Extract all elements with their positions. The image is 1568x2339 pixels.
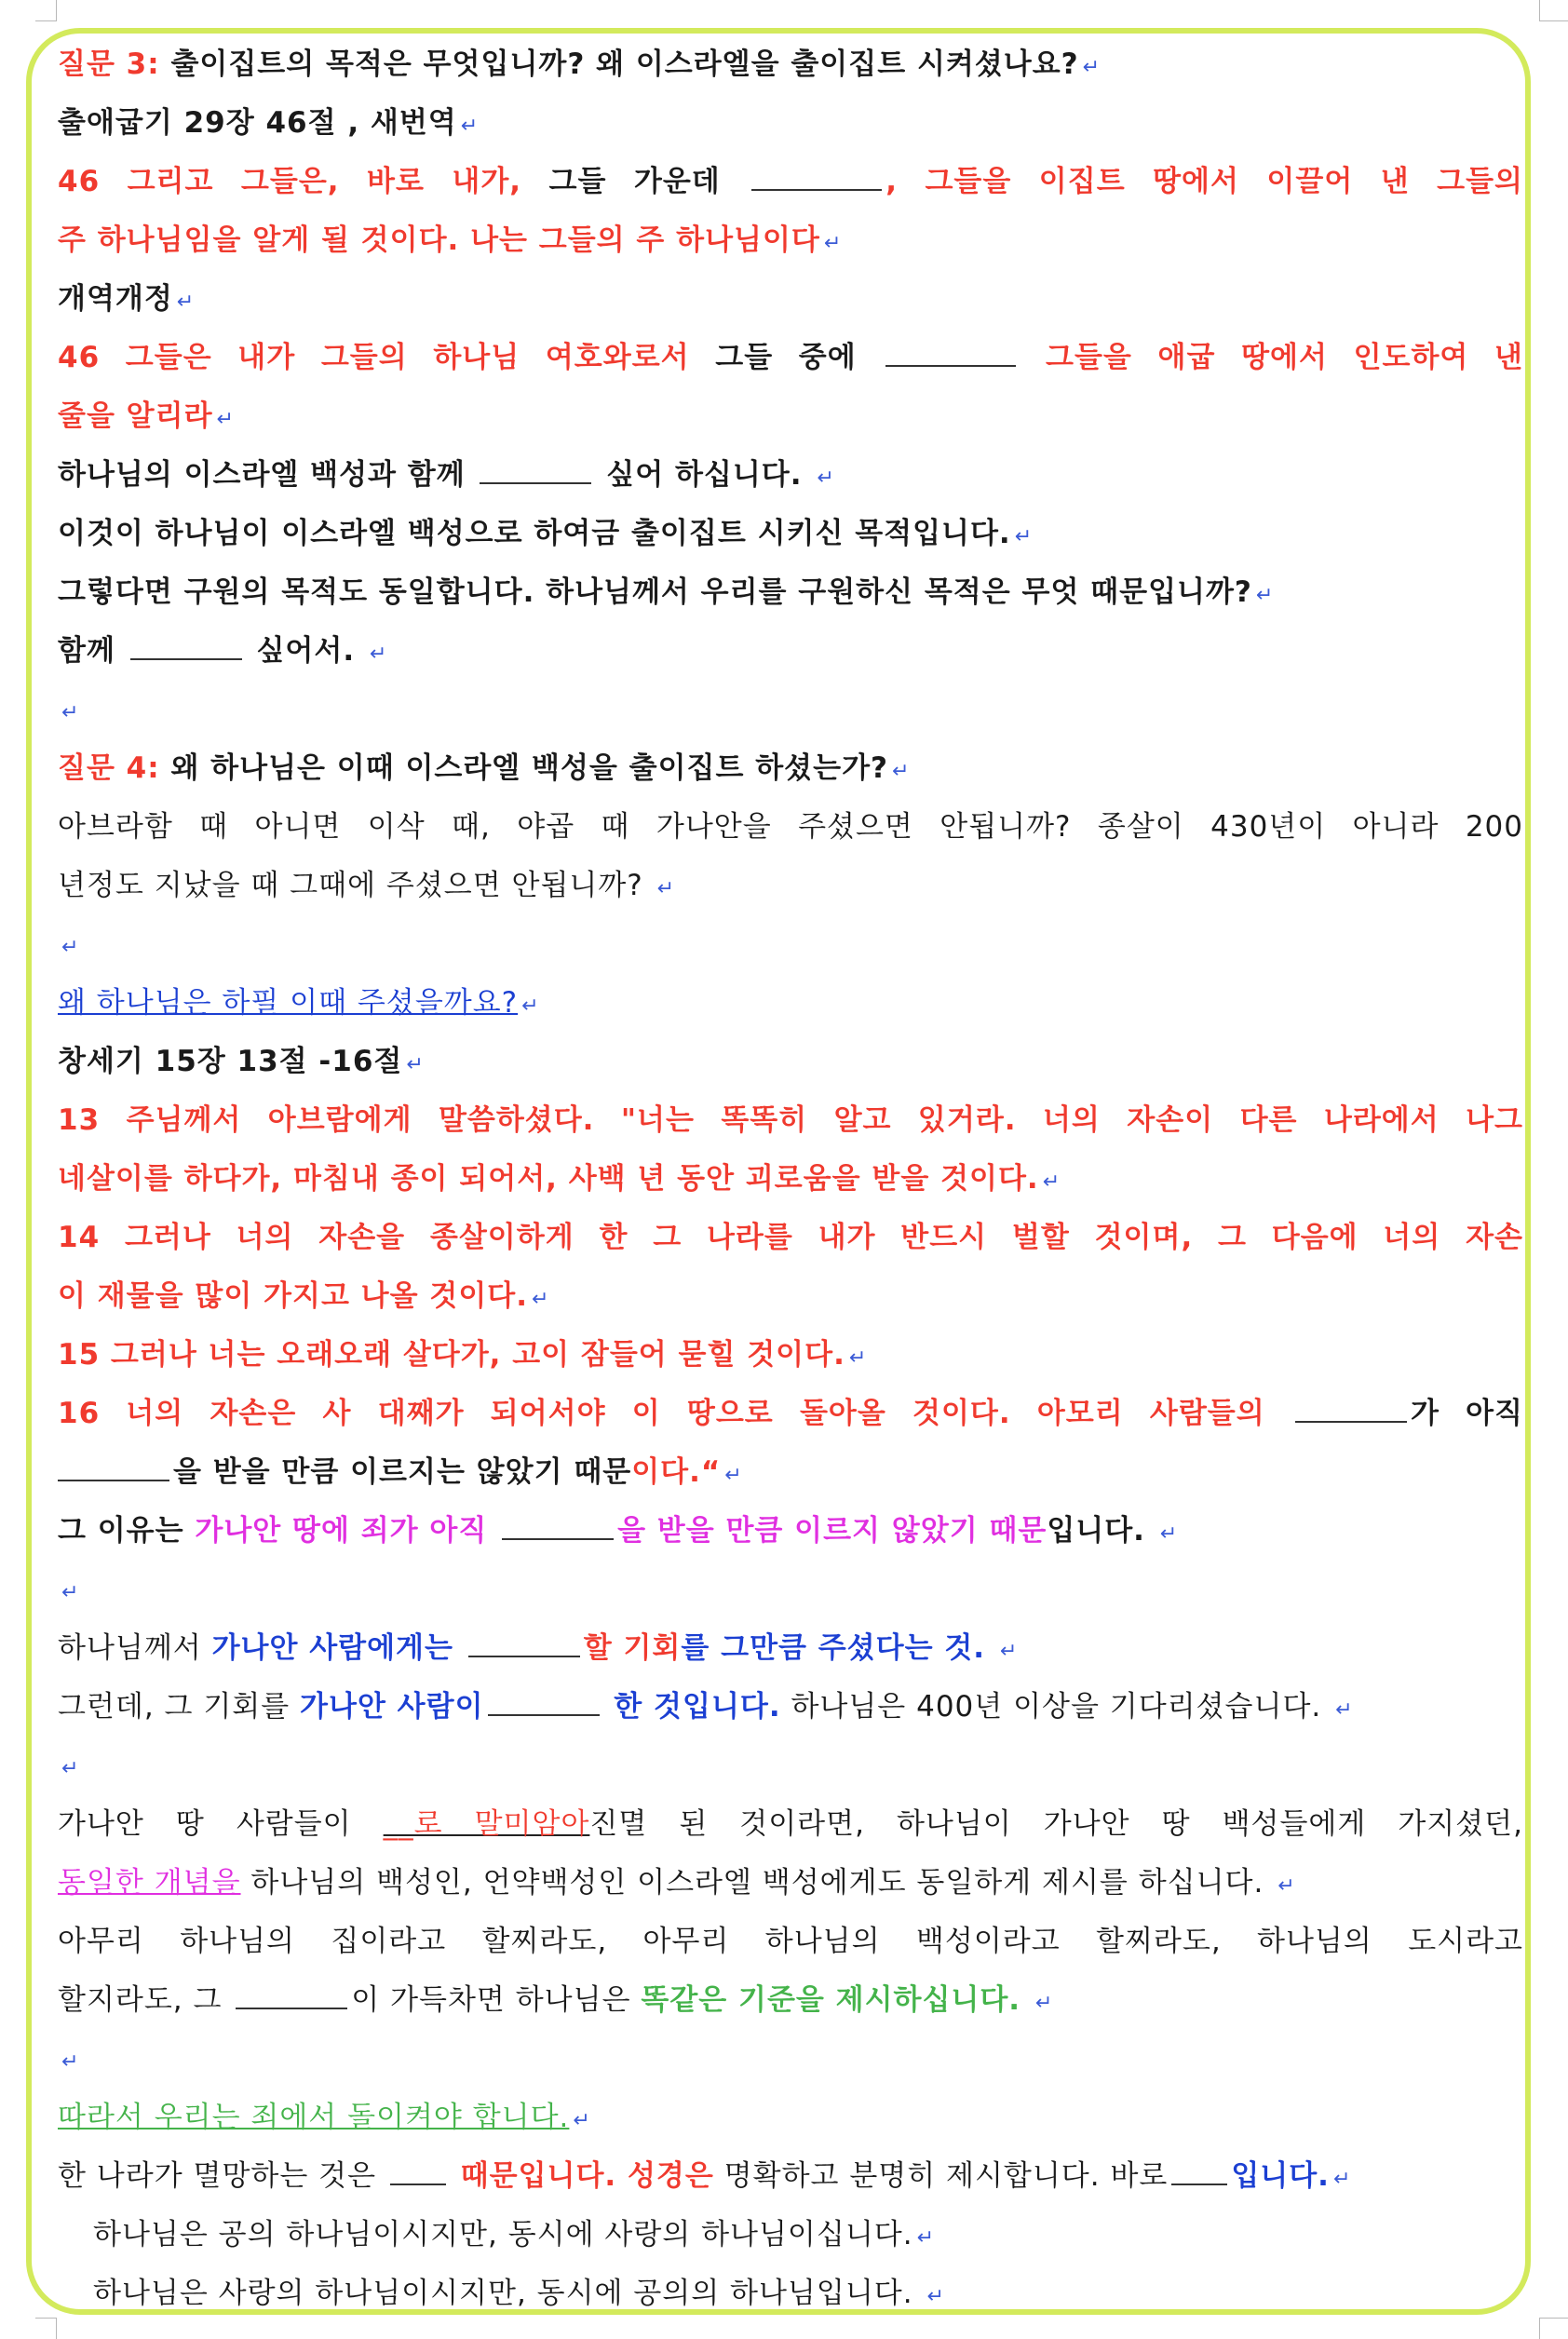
paragraph-mark: ↵ <box>656 877 676 900</box>
fill-in-blank <box>1295 1397 1407 1423</box>
paragraph-mark: ↵ <box>1159 1522 1179 1546</box>
body-line: 하나님께서 가나안 사람에게는 할 기회를 그만큼 주셨다는 것. ↵ <box>58 1619 1523 1678</box>
paragraph-mark: ↵ <box>1034 1992 1054 2015</box>
fill-in-blank <box>488 1690 600 1716</box>
crop-mark-bottom-right <box>1539 2318 1568 2339</box>
verse-line: 46 그들은 내가 그들의 하나님 여호와로서 그들 중에 그들을 애굽 땅에서 인도하여 낸 <box>58 341 1523 374</box>
question-4-heading: 질문 4: 왜 하나님은 이때 이스라엘 백성을 출이집트 하셨는가? ↵ <box>58 739 1523 798</box>
fill-in-blank <box>130 634 242 660</box>
paragraph-mark: ↵ <box>916 2226 936 2250</box>
body-line: 한 나라가 멸망하는 것은 때문입니다. 성경은 명확하고 분명히 제시합니다. 바로 입니다. ↵ <box>58 2147 1523 2206</box>
verse-line: 16 너의 자손은 사 대째가 되어서야 이 땅으로 돌아올 것이다. 아모리 사람들의 가 아직 <box>58 1397 1523 1430</box>
conclusion-line: 따라서 우리는 죄에서 돌이켜야 합니다. ↵ <box>58 2089 1523 2147</box>
paragraph-mark: ↵ <box>521 994 540 1018</box>
body-line: 이것이 하나님이 이스라엘 백성으로 하여금 출이집트 시키신 목적입니다. ↵ <box>58 505 1523 563</box>
verse-line: 을 받을 만큼 이르지는 않았기 때문이다.“ ↵ <box>58 1443 1523 1502</box>
body-line: 하나님은 사랑의 하나님이시지만, 동시에 공의의 하나님입니다. ↵ <box>58 2265 1523 2323</box>
paragraph-mark: ↵ <box>1277 1874 1296 1898</box>
crop-mark-top-right <box>1539 0 1568 21</box>
paragraph-mark: ↵ <box>1082 56 1102 79</box>
paragraph-mark: ↵ <box>892 760 911 783</box>
body-line: 할지라도, 그 이 가득차면 하나님은 똑같은 기준을 제시하십니다. ↵ <box>58 1971 1523 2030</box>
paragraph-mark: ↵ <box>848 1346 868 1370</box>
paragraph-mark: ↵ <box>999 1640 1019 1663</box>
paragraph-mark: ↵ <box>61 936 80 959</box>
paragraph-mark: ↵ <box>1042 1170 1061 1194</box>
body-line: 가나안 땅 사람들이 __로 말미암아진멸 된 것이라면, 하나님이 가나안 땅 백성들에게 가지셨던, <box>58 1807 1523 1841</box>
empty-line <box>58 681 1523 739</box>
paragraph-mark: ↵ <box>823 232 843 255</box>
body-line: 아브라함 때 아니면 이삭 때, 야곱 때 가나안을 주셨으면 안됩니까? 종살이 430년이 아니라 200 <box>58 810 1523 844</box>
paragraph-mark: ↵ <box>176 291 196 314</box>
fill-in-blank <box>502 1514 614 1540</box>
body-line: 아무리 하나님의 집이라고 할찌라도, 아무리 하나님의 백성이라고 할찌라도, 하나님의 도시라고 <box>58 1925 1523 1958</box>
fill-in-blank <box>236 1983 347 2009</box>
body-line: 동일한 개념을 하나님의 백성인, 언약백성인 이스라엘 백성에게도 동일하게 제시를 하십니다. ↵ <box>58 1854 1523 1913</box>
verse-line: 줄을 알리라 ↵ <box>58 387 1523 446</box>
empty-line <box>58 1561 1523 1619</box>
body-line: 그렇다면 구원의 목적도 동일합니다. 하나님께서 우리를 구원하신 목적은 무엇 때문입니까? ↵ <box>58 563 1523 622</box>
paragraph-mark: ↵ <box>61 2050 80 2074</box>
paragraph-mark: ↵ <box>1014 525 1034 548</box>
paragraph-mark: ↵ <box>61 701 80 724</box>
question-3-heading: 질문 3: 출이집트의 목적은 무엇입니까? 왜 이스라엘을 출이집트 시켜셨나요? ↵ <box>58 35 1523 94</box>
body-line: 하나님의 이스라엘 백성과 함께 싶어 하십니다. ↵ <box>58 446 1523 505</box>
body-line: 함께 싶어서. ↵ <box>58 622 1523 681</box>
fill-in-blank <box>390 2159 446 2185</box>
fill-in-blank <box>480 458 591 484</box>
body-line: 그런데, 그 기회를 가나안 사람이 한 것입니다. 하나님은 400년 이상을 기다리셨습니다. ↵ <box>58 1678 1523 1737</box>
paragraph-mark: ↵ <box>926 2285 945 2308</box>
fill-in-blank <box>58 1455 169 1481</box>
paragraph-mark: ↵ <box>817 466 835 490</box>
paragraph-mark: ↵ <box>573 2109 591 2132</box>
fill-in-blank <box>885 341 1016 367</box>
crop-mark-bottom-left <box>35 2318 57 2339</box>
document-body <box>58 35 1523 2323</box>
verse-line: 이 재물을 많이 가지고 나올 것이다. ↵ <box>58 1267 1523 1326</box>
empty-line <box>58 1737 1523 1795</box>
paragraph-mark: ↵ <box>724 1464 743 1487</box>
verse-line: 46 그리고 그들은, 바로 내가, 그들 가운데 , 그들을 이집트 땅에서 이끌어 낸 그들의 <box>58 165 1524 198</box>
paragraph-mark: ↵ <box>61 1757 80 1780</box>
scripture-reference: 출애굽기 29장 46절 , 새번역 ↵ <box>58 94 1523 153</box>
verse-line: 네살이를 하다가, 마침내 종이 되어서, 사백 년 동안 괴로움을 받을 것이다. ↵ <box>58 1150 1523 1209</box>
verse-line: 15 그러나 너는 오래오래 살다가, 고이 잠들어 묻힐 것이다. ↵ <box>58 1326 1523 1385</box>
body-line: 년정도 지났을 때 그때에 주셨으면 안됩니까? ↵ <box>58 857 1523 915</box>
fill-in-blank <box>751 165 882 191</box>
paragraph-mark: ↵ <box>1255 584 1275 607</box>
verse-line: 14 그러나 너의 자손을 종살이하게 한 그 나라를 내가 반드시 벌할 것이며, 그 다음에 너의 자손 <box>58 1221 1523 1254</box>
body-line: 그 이유는 가나안 땅에 죄가 아직 을 받을 만큼 이르지 않았기 때문입니다. ↵ <box>58 1502 1523 1561</box>
paragraph-mark: ↵ <box>406 1053 425 1076</box>
scripture-reference: 창세기 15장 13절 -16절 ↵ <box>58 1033 1523 1091</box>
body-line: 하나님은 공의 하나님이시지만, 동시에 사랑의 하나님이십니다. ↵ <box>58 2206 1523 2265</box>
verse-line: 주 하나님임을 알게 될 것이다. 나는 그들의 주 하나님이다 ↵ <box>58 211 1523 270</box>
paragraph-mark: ↵ <box>61 1581 80 1604</box>
paragraph-mark: ↵ <box>216 408 235 431</box>
empty-line <box>58 2030 1523 2089</box>
subheading-question: 왜 하나님은 하필 이때 주셨을까요? ↵ <box>58 974 1523 1033</box>
translation-label: 개역개정 ↵ <box>58 270 1523 329</box>
paragraph-mark: ↵ <box>369 642 388 666</box>
verse-line: 13 주님께서 아브람에게 말씀하셨다. "너는 똑똑히 알고 있거라. 너의 자손이 다른 나라에서 나그 <box>58 1103 1523 1137</box>
paragraph-mark: ↵ <box>1332 2168 1352 2191</box>
fill-in-blank <box>1171 2159 1227 2185</box>
fill-in-blank <box>468 1631 580 1657</box>
crop-mark-top-left <box>35 0 57 21</box>
paragraph-mark: ↵ <box>460 115 480 138</box>
paragraph-mark: ↵ <box>1335 1698 1354 1722</box>
empty-line <box>58 915 1523 974</box>
paragraph-mark: ↵ <box>531 1288 550 1311</box>
